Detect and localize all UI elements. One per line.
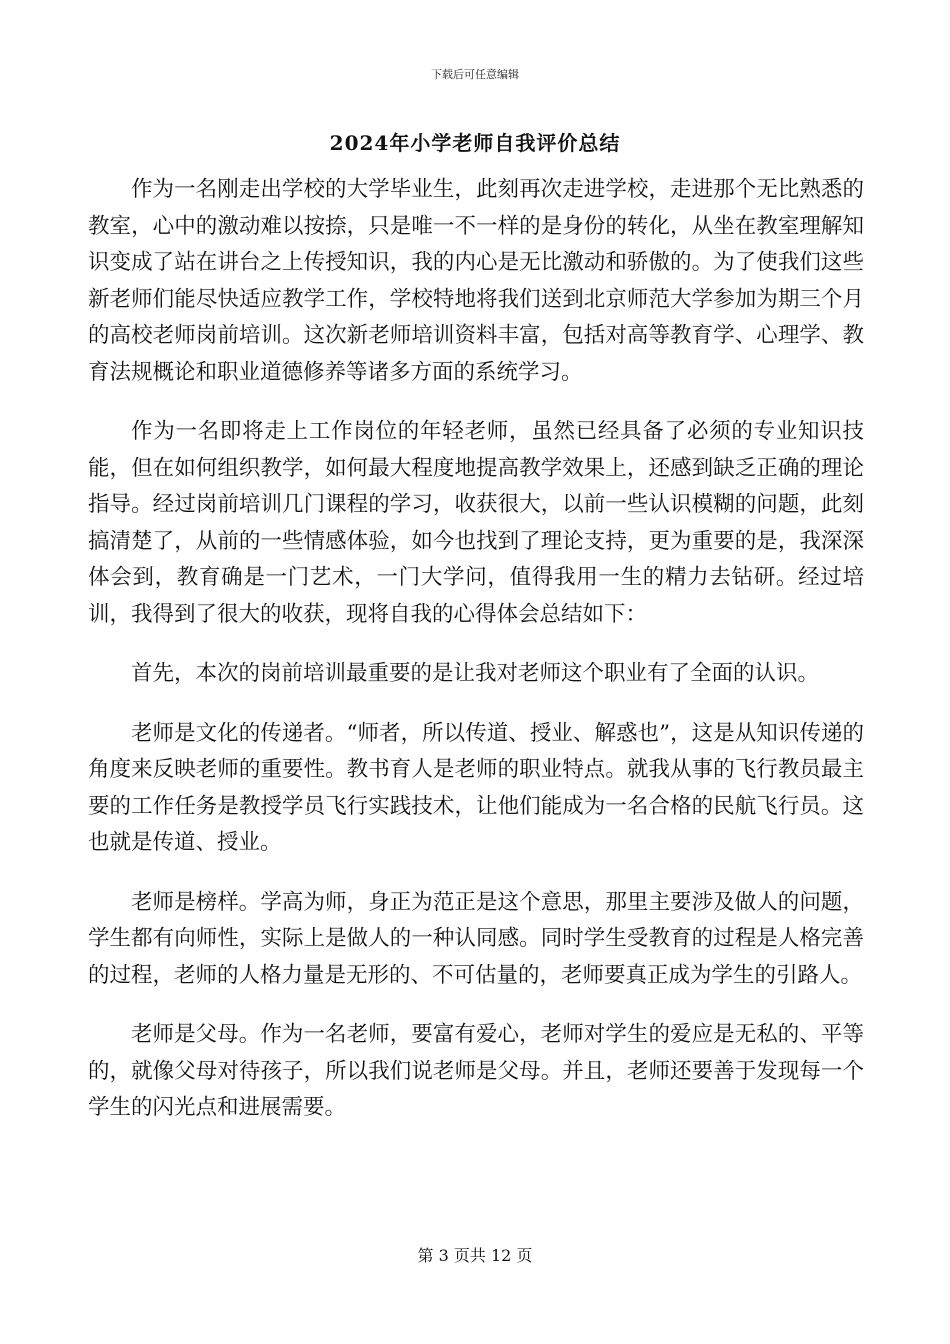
- paragraph-2: 作为一名即将走上工作岗位的年轻老师，虽然已经具备了必须的专业知识技能，但在如何组织教学，如何最大程度地提高教学效果上，还感到缺乏正确的理论指导。经过岗前培训几门课程的学习，收获很大，以前一些认识模糊的问题，此刻搞清楚了，从前的一些情感体验，如今也找到了理论支持，更为重要的是，我深深体会到，教育确是一门艺术，一门大学问，值得我用一生的精力去钻研。经过培训，我得到了很大的收获，现将自我的心得体会总结如下：: [88, 419, 864, 627]
- paragraph-4: 老师是文化的传递者。“师者，所以传道、授业、解惑也”，这是从知识传递的角度来反映老师的重要性。教书育人是老师的职业特点。就我从事的飞行教员最主要的工作任务是教授学员飞行实践技术，让他们能成为一名合格的民航飞行员。这也就是传道、授业。: [88, 720, 864, 855]
- paragraph-1: 作为一名刚走出学校的大学毕业生，此刻再次走进学校，走进那个无比熟悉的教室，心中的激动难以按捺，只是唯一不一样的是身份的转化，从坐在教室理解知识变成了站在讲台之上传授知识，我的内心是无比激动和骄傲的。为了使我们这些新老师们能尽快适应教学工作，学校特地将我们送到北京师范大学参加为期三个月的高校老师岗前培训。这次新老师培训资料丰富，包括对高等教育学、心理学、教育法规概论和职业道德修养等诸多方面的系统学习。: [88, 177, 864, 385]
- paragraph-6: 老师是父母。作为一名老师，要富有爱心，老师对学生的爱应是无私的、平等的，就像父母对待孩子，所以我们说老师是父母。并且，老师还要善于发现每一个学生的闪光点和进展需要。: [88, 1022, 864, 1120]
- paragraph-5: 老师是榜样。学高为师，身正为范正是这个意思，那里主要涉及做人的问题，学生都有向师性，实际上是做人的一种认同感。同时学生受教育的过程是人格完善的过程，老师的人格力量是无形的、不可估量的，老师要真正成为学生的引路人。: [88, 889, 864, 988]
- paragraph-3: 首先，本次的岗前培训最重要的是让我对老师这个职业有了全面的认识。: [131, 661, 820, 686]
- page-footer: 第 3 页共 12 页: [417, 1246, 533, 1265]
- document-title: 2024年小学老师自我评价总结: [329, 131, 621, 155]
- document-body: [88, 172, 864, 1150]
- header-note: 下载后可任意编辑: [431, 68, 519, 81]
